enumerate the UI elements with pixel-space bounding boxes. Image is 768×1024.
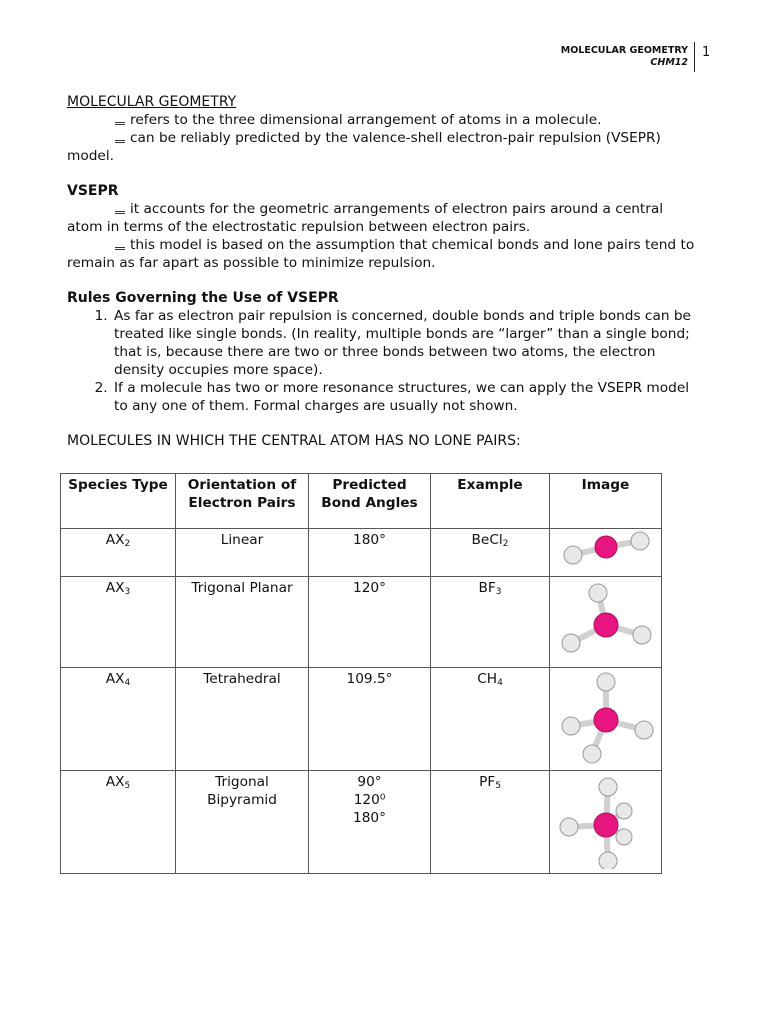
header-course: CHM12 bbox=[650, 57, 688, 68]
arrow-bullet-icon bbox=[115, 240, 125, 250]
table-row bbox=[61, 668, 662, 771]
section-heading-vsepr: VSEPR bbox=[67, 183, 119, 199]
table-row bbox=[61, 577, 662, 668]
species-cell: $AX_2$ bbox=[61, 529, 176, 577]
column-header: Image bbox=[550, 474, 662, 529]
angles-cell: 120° bbox=[309, 577, 431, 668]
page-header bbox=[561, 45, 688, 69]
example-cell: $PF_5$ bbox=[431, 771, 550, 874]
document-body bbox=[67, 93, 702, 450]
angles-cell: 109.5° bbox=[309, 668, 431, 771]
molecule-trigonal-planar-image bbox=[556, 579, 656, 663]
section-heading-rules: Rules Governing the Use of VSEPR bbox=[67, 290, 339, 306]
orientation-cell: Trigonal Bipyramid bbox=[176, 771, 309, 874]
section-heading-no-lone-pairs: MOLECULES IN WHICH THE CENTRAL ATOM HAS NO LONE PAIRS: bbox=[67, 433, 521, 449]
species-cell: $AX_5$ bbox=[61, 771, 176, 874]
paragraph: can be reliably predicted by the valence-shell electron-pair repulsion (VSEPR) model. bbox=[67, 130, 661, 164]
molecule-linear-image bbox=[556, 531, 656, 571]
species-cell: $AX_4$ bbox=[61, 668, 176, 771]
arrow-bullet-icon bbox=[115, 204, 125, 214]
example-cell: $BF_3$ bbox=[431, 577, 550, 668]
orientation-cell: Trigonal Planar bbox=[176, 577, 309, 668]
example-cell: $CH_4$ bbox=[431, 668, 550, 771]
page-number: 1 bbox=[702, 45, 711, 60]
table-row bbox=[61, 771, 662, 874]
image-cell bbox=[550, 577, 662, 668]
arrow-bullet-icon bbox=[115, 115, 125, 125]
table-header-row bbox=[61, 474, 662, 529]
paragraph: refers to the three dimensional arrangement of atoms in a molecule. bbox=[67, 111, 702, 129]
angles-cell: 90° 120⁰ 180° bbox=[309, 771, 431, 874]
image-cell bbox=[550, 668, 662, 771]
angles-cell: 180° bbox=[309, 529, 431, 577]
orientation-cell: Tetrahedral bbox=[176, 668, 309, 771]
header-divider bbox=[694, 42, 695, 72]
list-item: 1. As far as electron pair repulsion is concerned, double bonds and triple bonds can be treated like single bonds. (In reality, multiple bonds are “larger” than a single bond; that is, because there are two or three bonds between two atoms, the electron density occupies more space). bbox=[112, 307, 702, 379]
column-header: Predicted Bond Angles bbox=[309, 474, 431, 529]
column-header: Orientation of Electron Pairs bbox=[176, 474, 309, 529]
geometry-table bbox=[60, 473, 662, 874]
paragraph: this model is based on the assumption that chemical bonds and lone pairs tend to remain as far apart as possible to minimize repulsion. bbox=[67, 237, 695, 271]
molecule-tetrahedral-image bbox=[556, 670, 656, 766]
column-header: Species Type bbox=[61, 474, 176, 529]
table-row bbox=[61, 529, 662, 577]
paragraph: it accounts for the geometric arrangements of electron pairs around a central atom in terms of the electrostatic repulsion between electron pairs. bbox=[67, 201, 664, 235]
rules-list bbox=[67, 307, 702, 415]
image-cell bbox=[550, 771, 662, 874]
orientation-cell: Linear bbox=[176, 529, 309, 577]
section-heading-molecular-geometry: MOLECULAR GEOMETRY bbox=[67, 94, 237, 110]
molecule-trigonal-bipyramid-image bbox=[556, 773, 656, 869]
column-header: Example bbox=[431, 474, 550, 529]
example-cell: BeCl$_2$ bbox=[431, 529, 550, 577]
species-cell: $AX_3$ bbox=[61, 577, 176, 668]
list-item: 2. If a molecule has two or more resonance structures, we can apply the VSEPR model to any one of them. Formal charges are usually not shown. bbox=[112, 379, 702, 415]
header-title: MOLECULAR GEOMETRY bbox=[560, 45, 688, 56]
arrow-bullet-icon bbox=[115, 133, 125, 143]
image-cell bbox=[550, 529, 662, 577]
